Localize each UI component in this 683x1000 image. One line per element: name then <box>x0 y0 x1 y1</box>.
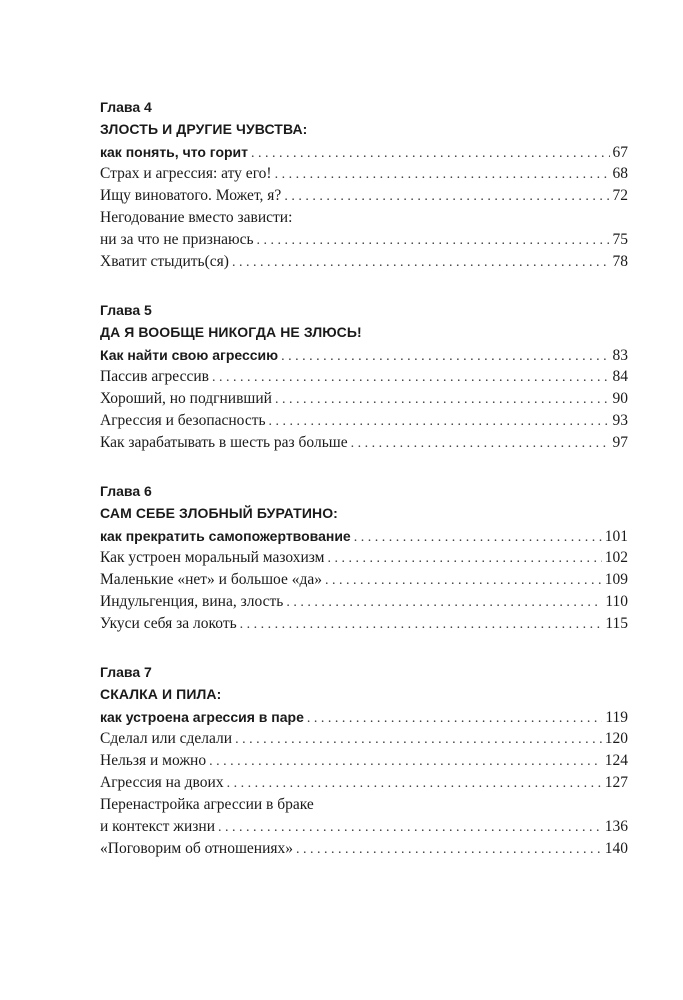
entry-title: как устроена агрессия в паре <box>100 709 304 725</box>
entry-title-line1: Негодование вместо зависти: <box>100 209 293 226</box>
toc-entry[interactable] <box>100 432 628 454</box>
entry-title: Хватит стыдить(ся) <box>100 253 229 270</box>
dot-leader <box>218 817 602 839</box>
table-of-contents <box>100 96 628 886</box>
dot-leader <box>328 548 602 570</box>
chapter-title: СКАЛКА И ПИЛА: <box>100 686 222 702</box>
dot-leader <box>275 389 610 411</box>
dot-leader <box>257 230 610 252</box>
entry-title: Сделал или сделали <box>100 730 233 747</box>
chapter-subtitle-entry[interactable] <box>100 525 628 547</box>
chapter-label: Глава 5 <box>100 302 152 318</box>
chapter-title: ЗЛОСТЬ И ДРУГИЕ ЧУВСТВА: <box>100 121 308 137</box>
page-number: 72 <box>612 187 628 204</box>
chapter-title: ДА Я ВООБЩЕ НИКОГДА НЕ ЗЛЮСЬ! <box>100 324 362 340</box>
toc-entry[interactable] <box>100 410 628 432</box>
toc-entry[interactable] <box>100 750 628 772</box>
chapter-subtitle-entry[interactable] <box>100 344 628 366</box>
chapter-4 <box>100 96 628 273</box>
toc-entry[interactable] <box>100 251 628 273</box>
page-number: 101 <box>604 528 628 545</box>
dot-leader <box>281 346 609 368</box>
chapter-title: САМ СЕБЕ ЗЛОБНЫЙ БУРАТИНО: <box>100 505 338 521</box>
entry-title: «Поговорим об отношениях» <box>100 840 294 857</box>
page-number: 136 <box>604 818 628 835</box>
entry-title: Хороший, но подгнивший <box>100 390 272 407</box>
dot-leader <box>232 252 610 274</box>
page-number: 119 <box>605 709 628 726</box>
page-number: 67 <box>612 144 628 161</box>
toc-entry[interactable] <box>100 547 628 569</box>
dot-leader <box>212 367 610 389</box>
chapter-subtitle-entry[interactable] <box>100 706 628 728</box>
toc-entry[interactable] <box>100 569 628 591</box>
toc-entry[interactable] <box>100 229 628 251</box>
entry-title: ни за что не признаюсь <box>100 231 254 248</box>
toc-entry[interactable] <box>100 613 628 635</box>
chapter-6 <box>100 480 628 635</box>
entry-title: Ищу виноватого. Может, я? <box>100 187 282 204</box>
entry-title: Как зарабатывать в шесть раз больше <box>100 434 348 451</box>
entry-title: Нельзя и можно <box>100 752 207 769</box>
entry-title: и контекст жизни <box>100 818 216 835</box>
dot-leader <box>227 773 602 795</box>
page-number: 127 <box>604 774 628 791</box>
dot-leader <box>325 570 602 592</box>
page-number: 90 <box>612 390 628 407</box>
dot-leader <box>209 751 602 773</box>
toc-entry-line1[interactable] <box>100 207 628 229</box>
toc-entry-line1[interactable] <box>100 794 628 816</box>
page-number: 93 <box>612 412 628 429</box>
toc-entry[interactable] <box>100 816 628 838</box>
toc-entry[interactable] <box>100 388 628 410</box>
toc-entry[interactable] <box>100 163 628 185</box>
page-number: 124 <box>604 752 628 769</box>
toc-entry[interactable] <box>100 838 628 860</box>
chapter-label: Глава 4 <box>100 99 152 115</box>
page-number: 120 <box>604 730 628 747</box>
entry-title: Как устроен моральный мазохизм <box>100 549 325 566</box>
page-number: 115 <box>605 615 628 632</box>
toc-entry[interactable] <box>100 185 628 207</box>
chapter-label: Глава 6 <box>100 483 152 499</box>
entry-title: Индульгенция, вина, злость <box>100 593 284 610</box>
entry-title: Страх и агрессия: ату его! <box>100 165 272 182</box>
dot-leader <box>251 143 609 165</box>
entry-title: как прекратить самопожертвование <box>100 528 351 544</box>
dot-leader <box>269 411 610 433</box>
entry-title: Агрессия на двоих <box>100 774 224 791</box>
entry-title: Маленькие «нет» и большое «да» <box>100 571 322 588</box>
entry-title: Пассив агрессив <box>100 368 209 385</box>
entry-title: Как найти свою агрессию <box>100 347 279 363</box>
page-number: 110 <box>605 593 628 610</box>
dot-leader <box>296 839 602 861</box>
dot-leader <box>354 527 602 549</box>
entry-title: Агрессия и безопасность <box>100 412 266 429</box>
page-number: 68 <box>612 165 628 182</box>
page-number: 109 <box>604 571 628 588</box>
dot-leader <box>307 708 602 730</box>
page-number: 102 <box>604 549 628 566</box>
toc-entry[interactable] <box>100 366 628 388</box>
dot-leader <box>235 729 602 751</box>
toc-entry[interactable] <box>100 591 628 613</box>
entry-title: Укуси себя за локоть <box>100 615 237 632</box>
dot-leader <box>240 614 603 636</box>
page-number: 97 <box>612 434 628 451</box>
page-number: 78 <box>612 253 628 270</box>
page-number: 75 <box>612 231 628 248</box>
toc-entry[interactable] <box>100 728 628 750</box>
toc-entry[interactable] <box>100 772 628 794</box>
entry-title: как понять, что горит <box>100 144 249 160</box>
page-number: 84 <box>612 368 628 385</box>
chapter-subtitle-entry[interactable] <box>100 141 628 163</box>
dot-leader <box>286 592 602 614</box>
dot-leader <box>275 164 610 186</box>
chapter-5 <box>100 299 628 454</box>
chapter-label: Глава 7 <box>100 664 152 680</box>
dot-leader <box>284 186 609 208</box>
page-number: 83 <box>612 347 628 364</box>
page-number: 140 <box>604 840 628 857</box>
chapter-7 <box>100 661 628 860</box>
dot-leader <box>351 433 610 455</box>
entry-title-line1: Перенастройка агрессии в браке <box>100 796 314 813</box>
